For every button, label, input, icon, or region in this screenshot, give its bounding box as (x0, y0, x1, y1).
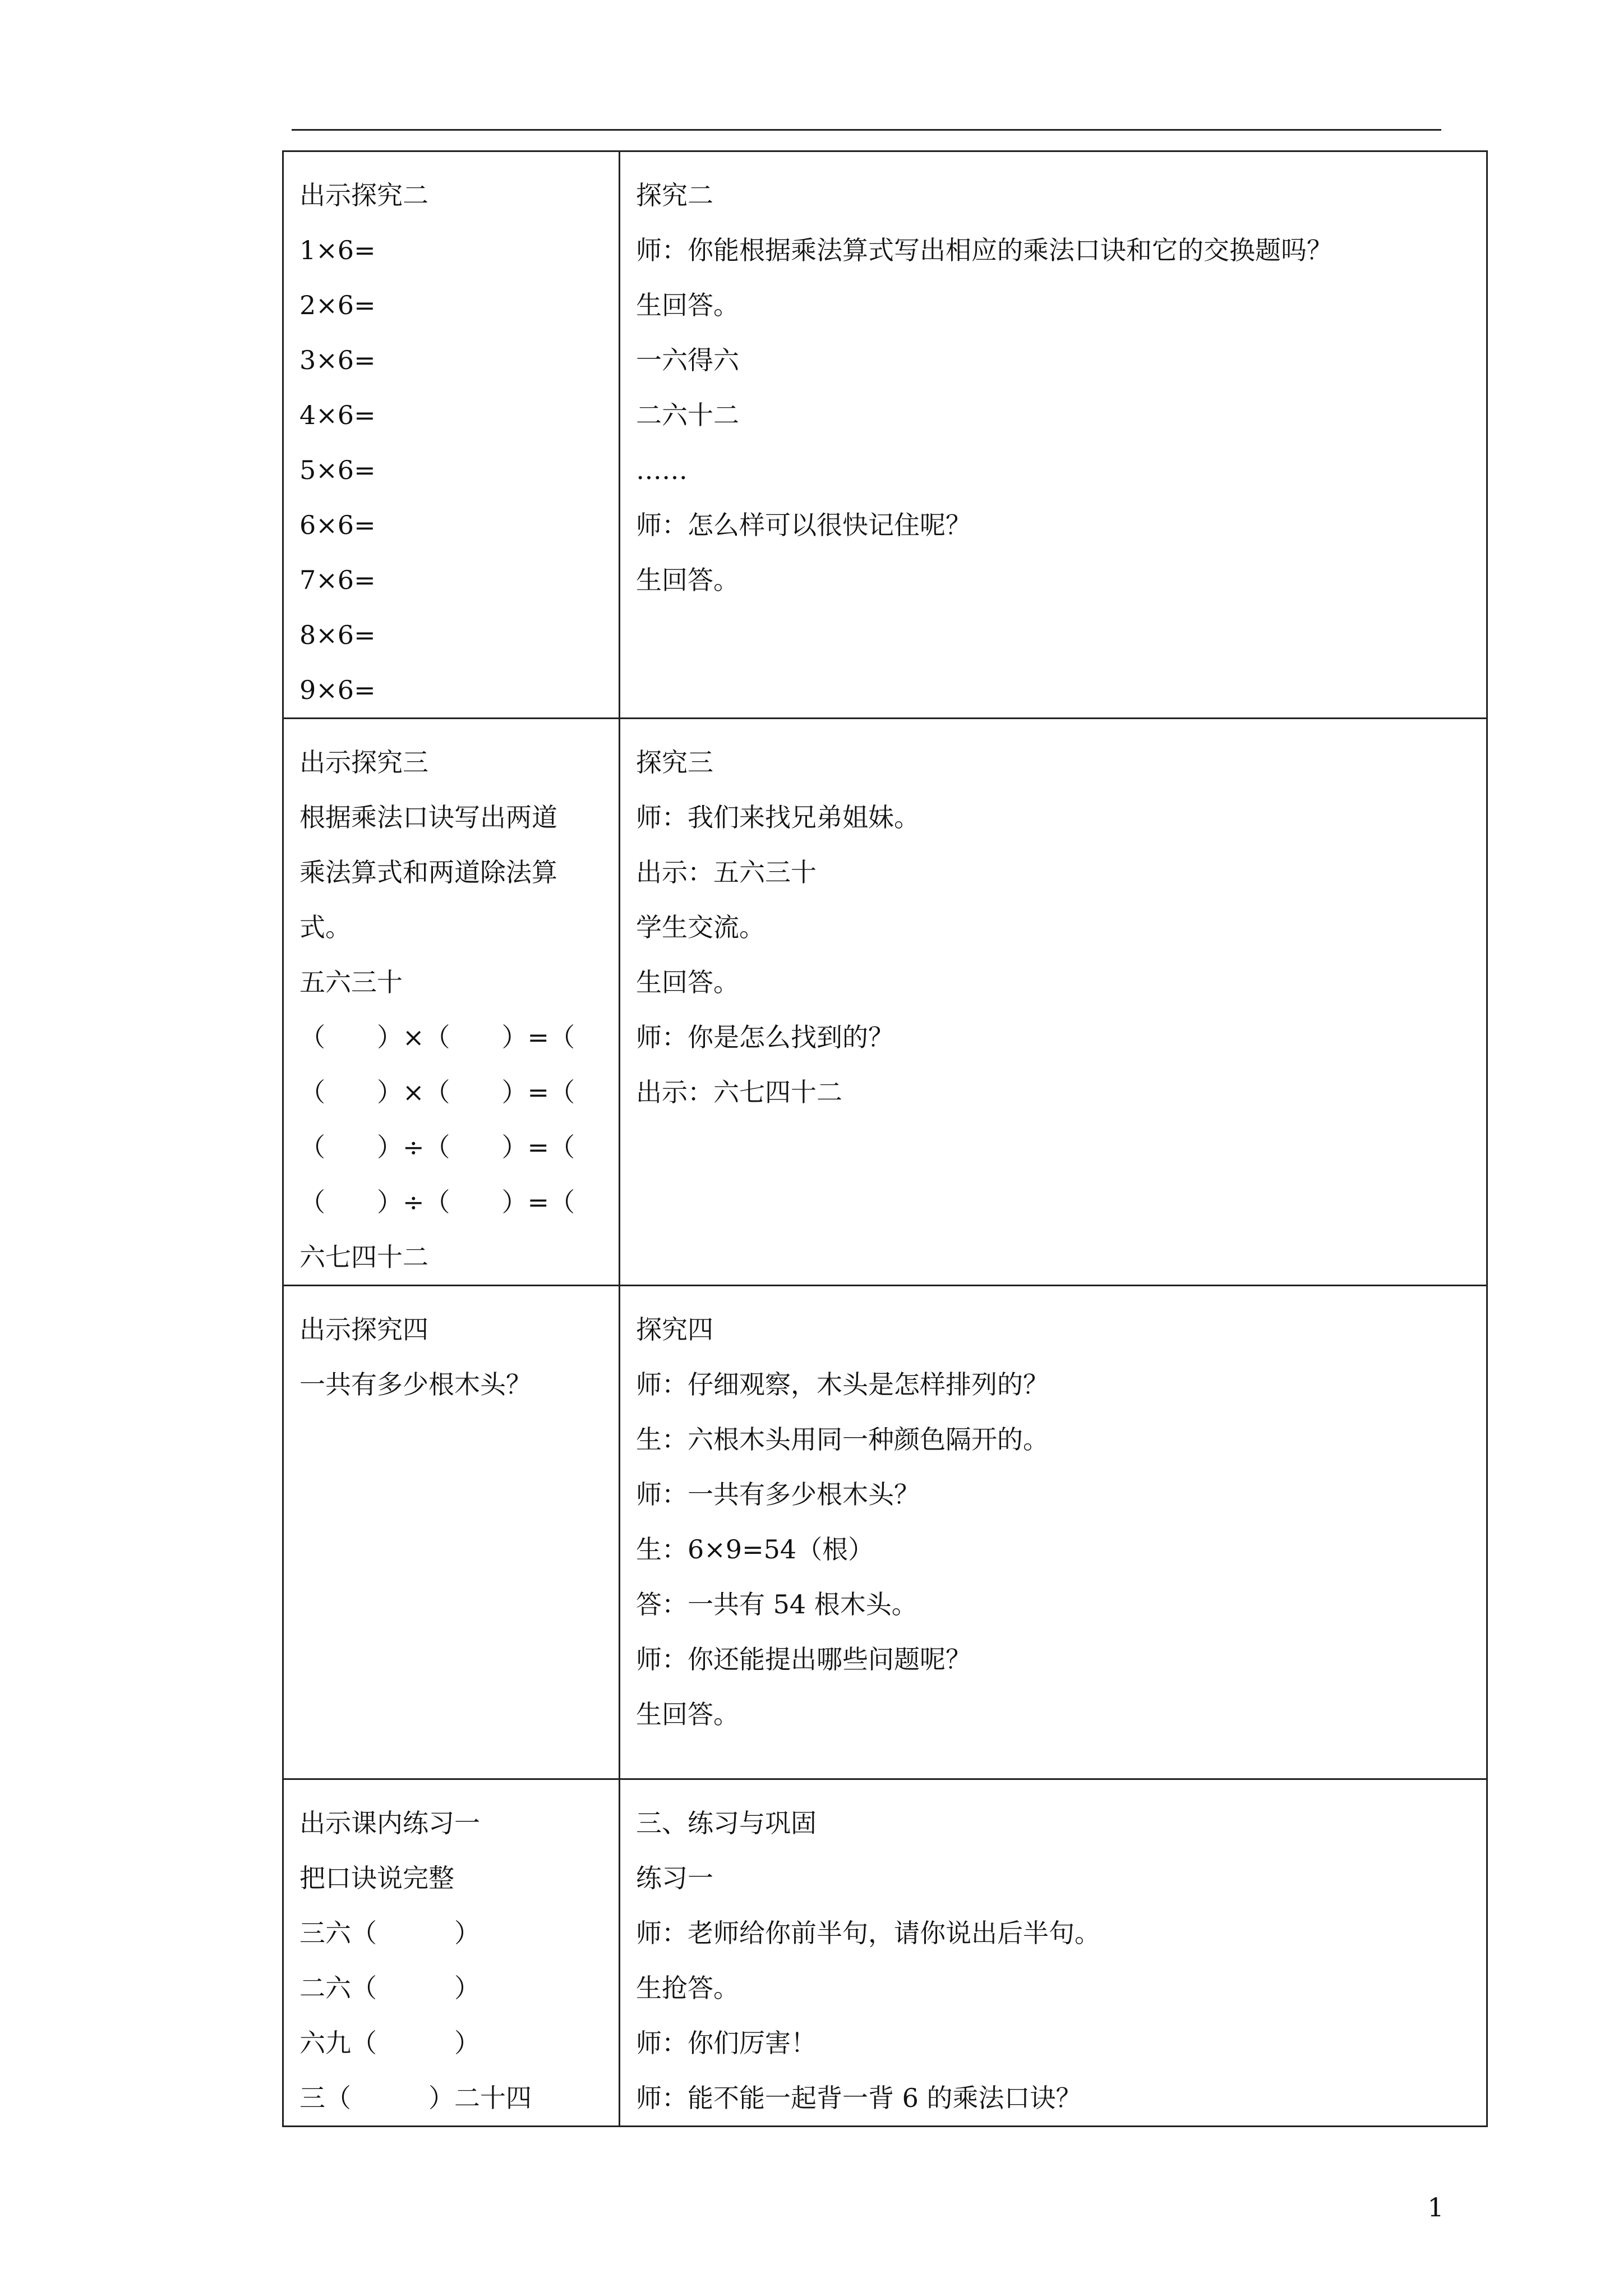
text-line: 学生交流。 (636, 912, 765, 942)
text-line: 出示探究四 (299, 1314, 428, 1345)
text-line: 出示探究三 (299, 747, 428, 777)
right-cell (620, 151, 1487, 719)
text-line: 生：6×9=54（根） (636, 1534, 874, 1565)
text-line: （ ）×（ ）=（ (299, 1077, 575, 1107)
text-line: 探究二 (636, 180, 713, 210)
text-line: 生回答。 (636, 967, 739, 997)
text-line: 9×6= (299, 675, 376, 705)
text-line: 二六十二 (636, 400, 739, 430)
text-line: 练习一 (636, 1863, 713, 1893)
text-line: 8×6= (299, 620, 376, 650)
text-line: 把口诀说完整 (299, 1863, 454, 1893)
text-line: 六九（ ） (299, 2028, 480, 2058)
text-line: 师：仔细观察，木头是怎样排列的？ (636, 1369, 1049, 1400)
text-line: 探究四 (636, 1314, 713, 1345)
right-cell (620, 1779, 1487, 2127)
text-line: 出示：六七四十二 (636, 1077, 842, 1107)
text-line: 出示探究二 (299, 180, 428, 210)
text-line: 生：六根木头用同一种颜色隔开的。 (636, 1424, 1049, 1455)
right-cell (620, 719, 1487, 1286)
text-line: 出示：五六三十 (636, 857, 817, 887)
text-line: 师：一共有多少根木头？ (636, 1479, 920, 1510)
text-line: 五六三十 (299, 967, 403, 997)
text-line: 三（ ）二十四 (299, 2083, 532, 2113)
header-rule (292, 129, 1441, 131)
text-line: 6×6= (299, 510, 376, 540)
text-line: 探究三 (636, 747, 713, 777)
text-line: 生抢答。 (636, 1973, 739, 2003)
text-line: 师：你还能提出哪些问题呢？ (636, 1644, 971, 1674)
table-row (283, 1286, 1487, 1779)
text-line: 师：能不能一起背一背 6 的乘法口诀？ (636, 2083, 1082, 2113)
text-line: 3×6= (299, 345, 376, 375)
table-row (283, 151, 1487, 719)
text-line: 答：一共有 54 根木头。 (636, 1589, 917, 1619)
text-line: 师：你能根据乘法算式写出相应的乘法口诀和它的交换题吗？ (636, 235, 1332, 265)
text-line: 师：我们来找兄弟姐妹。 (636, 802, 920, 832)
text-line: …… (636, 455, 688, 485)
table-row (283, 1779, 1487, 2127)
text-line: 师：你们厉害！ (636, 2028, 817, 2058)
text-line: 2×6= (299, 290, 376, 320)
text-line: 生回答。 (636, 290, 739, 320)
text-line: 4×6= (299, 400, 376, 430)
left-cell (283, 1286, 620, 1779)
text-line: 生回答。 (636, 565, 739, 595)
page-number: 1 (1427, 2192, 1444, 2223)
text-line: 1×6= (299, 235, 376, 265)
text-line: （ ）÷（ ）=（ (299, 1187, 575, 1217)
text-line: 师：老师给你前半句，请你说出后半句。 (636, 1918, 1100, 1948)
left-cell (283, 719, 620, 1286)
left-cell (283, 151, 620, 719)
text-line: 根据乘法口诀写出两道 (299, 802, 557, 832)
text-line: （ ）×（ ）=（ (299, 1022, 575, 1052)
text-line: 二六（ ） (299, 1973, 480, 2003)
text-line: 三六（ ） (299, 1918, 480, 1948)
text-line: 一共有多少根木头？ (299, 1369, 532, 1400)
right-cell (620, 1286, 1487, 1779)
text-line: 师：你是怎么找到的？ (636, 1022, 894, 1052)
lesson-table (282, 150, 1488, 2127)
text-line: 5×6= (299, 455, 376, 485)
table-row (283, 719, 1487, 1286)
text-line: 7×6= (299, 565, 376, 595)
text-line: 生回答。 (636, 1699, 739, 1729)
text-line: 六七四十二 (299, 1242, 428, 1272)
text-line: 乘法算式和两道除法算 (299, 857, 557, 887)
text-line: 师：怎么样可以很快记住呢？ (636, 510, 971, 540)
text-line: 式。 (299, 912, 351, 942)
text-line: 三、练习与巩固 (636, 1808, 817, 1838)
text-line: 一六得六 (636, 345, 739, 375)
text-line: （ ）÷（ ）=（ (299, 1132, 575, 1162)
left-cell (283, 1779, 620, 2127)
text-line: 出示课内练习一 (299, 1808, 480, 1838)
